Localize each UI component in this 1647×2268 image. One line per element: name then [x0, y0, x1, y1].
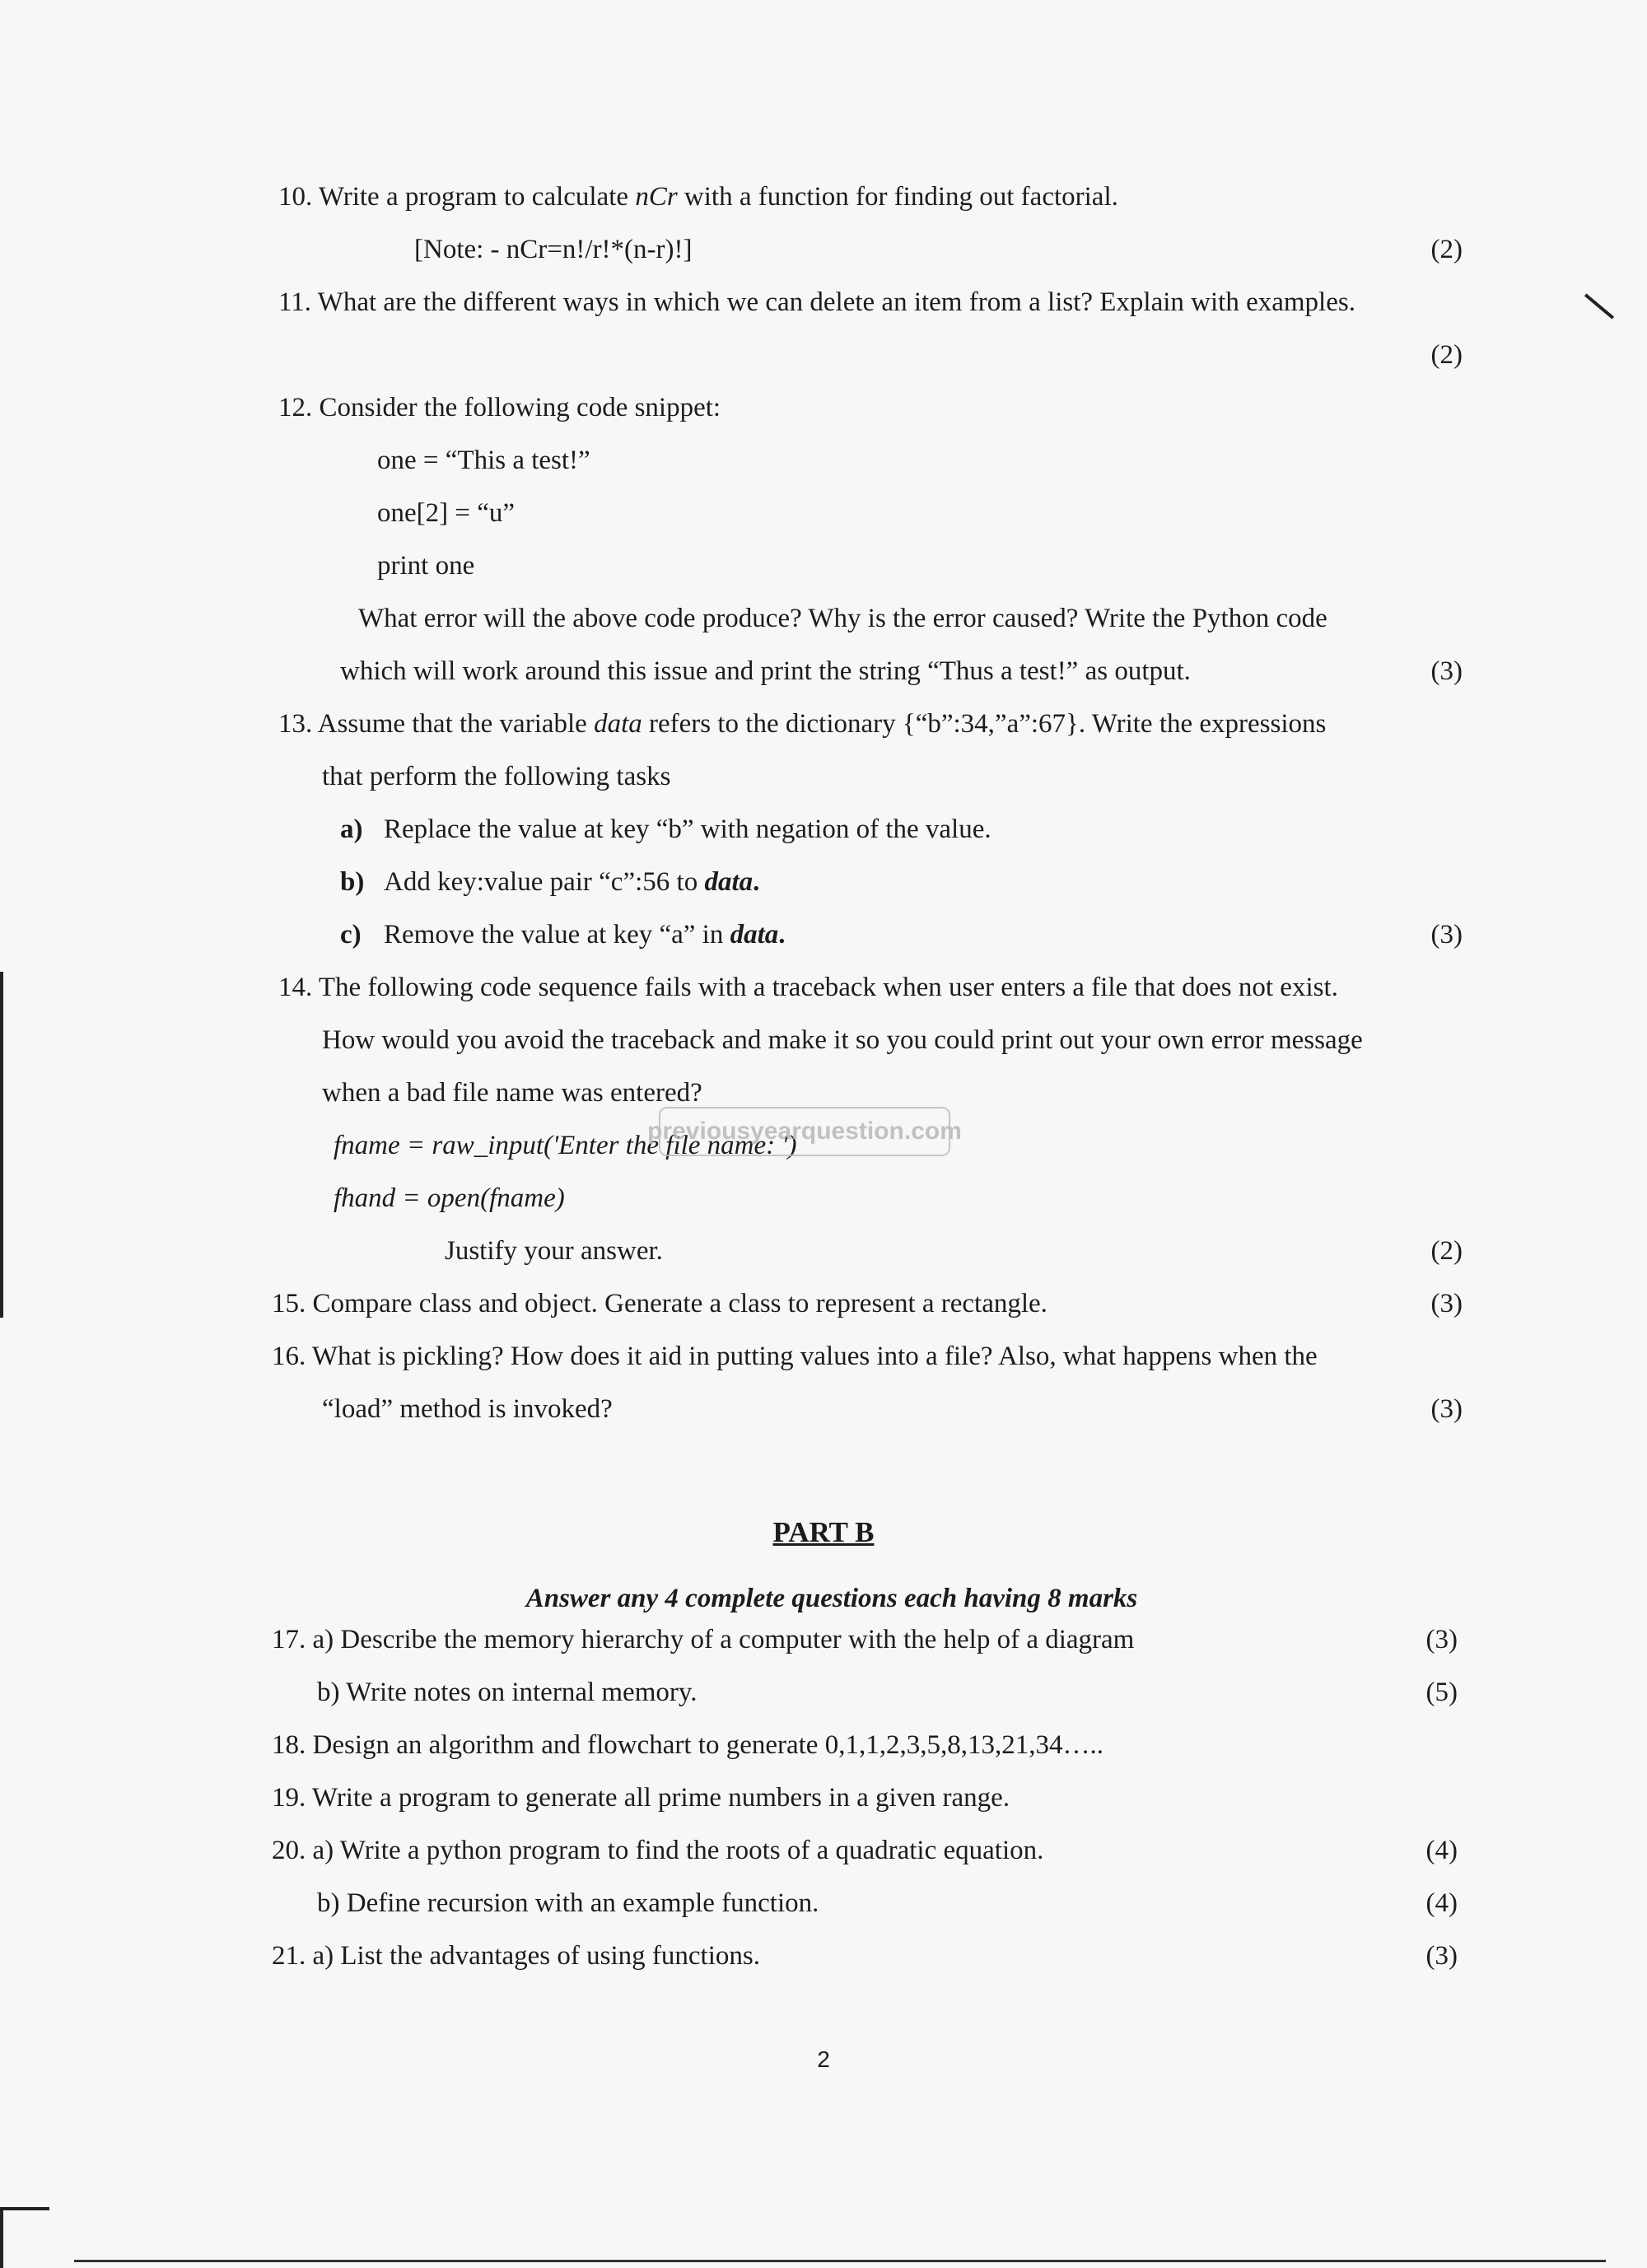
question-18-text: 18. Design an algorithm and flowchart to generate 0,1,1,2,3,5,8,13,21,34….. [272, 1730, 1103, 1760]
question-20b-text: b) Define recursion with an example function. [317, 1888, 819, 1918]
question-14-line-1: 14. The following code sequence fails with a traceback when user enters a file that does not exist. [278, 973, 1338, 1002]
watermark-stamp: previousyearquestion.com [659, 1107, 950, 1156]
item-text: Remove the value at key “a” in data. [384, 920, 786, 950]
question-13-item-c [0, 919, 1647, 955]
question-12-line-2: which will work around this issue and print the string “Thus a test!” as output. [340, 656, 1191, 686]
question-11 [0, 287, 1647, 323]
question-18 [0, 1729, 1647, 1766]
question-20a [0, 1835, 1647, 1871]
question-15 [0, 1288, 1647, 1324]
question-11-text: 11. What are the different ways in which we can delete an item from a list? Explain with examples. [278, 287, 1355, 317]
question-16-line-1: 16. What is pickling? How does it aid in putting values into a file? Also, what happens when the [272, 1342, 1318, 1371]
question-17a-text: 17. a) Describe the memory hierarchy of a computer with the help of a diagram [272, 1625, 1135, 1654]
question-13-line-1: 13. Assume that the variable data refers to the dictionary {“b”:34,”a”:67}. Write the expressions [278, 709, 1327, 739]
question-14-justify-row [0, 1235, 1647, 1272]
code-line [0, 445, 1647, 481]
question-17a-marks: (3) [1425, 1625, 1458, 1654]
code-line [0, 550, 1647, 586]
question-14-marks: (2) [1430, 1236, 1463, 1266]
question-12-body-1 [0, 603, 1647, 639]
question-16 [0, 1341, 1647, 1377]
question-13 [0, 708, 1647, 744]
part-b-title: PART B [772, 1516, 875, 1548]
question-13-item-b [0, 866, 1647, 903]
question-10-text: 10. Write a program to calculate nCr with a function for finding out factorial. [278, 182, 1118, 212]
question-12-body-2 [0, 656, 1647, 692]
question-20b [0, 1888, 1647, 1924]
item-text: Add key:value pair “c”:56 to data. [384, 867, 760, 897]
code-line-text: fname = raw_input('Enter the file name: ') [334, 1131, 797, 1160]
question-13-item-a [0, 814, 1647, 850]
question-16-line-2-row [0, 1393, 1647, 1430]
question-13-marks: (3) [1430, 920, 1463, 950]
question-10-note: [Note: - nCr=n!/r!*(n-r)!] [414, 235, 693, 264]
code-line [0, 1183, 1647, 1219]
question-15-text: 15. Compare class and object. Generate a class to represent a rectangle. [272, 1289, 1047, 1318]
question-10 [0, 181, 1647, 217]
question-14-line-2-row [0, 1024, 1647, 1061]
question-16-marks: (3) [1430, 1394, 1463, 1424]
part-b-instruction: Answer any 4 complete questions each having 8 marks [525, 1584, 1138, 1613]
question-20a-text: 20. a) Write a python program to find the roots of a quadratic equation. [272, 1836, 1044, 1865]
question-14-line-2: How would you avoid the traceback and make it so you could print out your own error message [322, 1025, 1363, 1055]
question-14 [0, 972, 1647, 1008]
scan-mark [0, 2207, 49, 2210]
question-17b-marks: (5) [1425, 1678, 1458, 1707]
code-line-text: one = “This a test!” [377, 446, 590, 475]
scan-mark [0, 972, 3, 1318]
code-line-text: one[2] = “u” [377, 498, 516, 528]
question-10-note-row [0, 234, 1647, 270]
question-17a [0, 1624, 1647, 1660]
question-21a-marks: (3) [1425, 1941, 1458, 1971]
question-13-line-2: that perform the following tasks [322, 762, 671, 791]
question-13-line-2-row [0, 761, 1647, 797]
question-11-marks: (2) [1430, 340, 1463, 370]
question-20b-marks: (4) [1425, 1888, 1458, 1918]
code-line-text: fhand = open(fname) [334, 1183, 565, 1213]
question-10-marks: (2) [1430, 235, 1463, 264]
page-number: 2 [817, 2046, 830, 2072]
question-11-marks-row [0, 339, 1647, 376]
question-21a-text: 21. a) List the advantages of using functions. [272, 1941, 760, 1971]
question-17b [0, 1677, 1647, 1713]
question-16-line-2: “load” method is invoked? [322, 1394, 613, 1424]
question-12 [0, 392, 1647, 428]
scan-mark [0, 2207, 3, 2268]
question-14-line-3: when a bad file name was entered? [322, 1078, 702, 1108]
code-line [0, 497, 1647, 534]
item-text: Replace the value at key “b” with negation of the value. [384, 814, 991, 844]
question-15-marks: (3) [1430, 1289, 1463, 1318]
item-label: b) [340, 867, 365, 897]
question-19-text: 19. Write a program to generate all prime numbers in a given range. [272, 1783, 1010, 1813]
code-line-text: print one [377, 551, 475, 581]
question-12-intro: 12. Consider the following code snippet: [278, 393, 721, 422]
question-12-marks: (3) [1430, 656, 1463, 686]
item-label: c) [340, 920, 362, 950]
question-17b-text: b) Write notes on internal memory. [317, 1678, 698, 1707]
question-19 [0, 1782, 1647, 1818]
question-21a [0, 1940, 1647, 1976]
question-14-justify: Justify your answer. [445, 1236, 663, 1266]
question-20a-marks: (4) [1425, 1836, 1458, 1865]
scan-mark [74, 2260, 1606, 2262]
question-12-line-1: What error will the above code produce? Why is the error caused? Write the Python code [358, 604, 1327, 633]
item-label: a) [340, 814, 363, 844]
